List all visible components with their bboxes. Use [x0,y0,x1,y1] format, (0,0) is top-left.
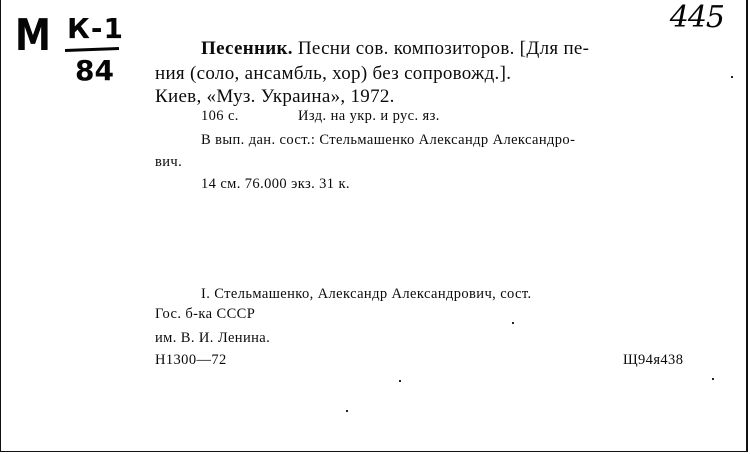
tracing-entry: I. Стельмашенко, Александр Александрович, сост. [201,286,532,302]
language-note: Изд. на укр. и рус. яз. [298,108,440,124]
imprint-line: Киев, «Муз. Украина», 1972. [155,86,395,107]
inventory-number: 445 [669,0,724,35]
title-line-2: ния (соло, ансамбль, хор) без сопровожд.]. [155,63,512,84]
library-name-line-1: Гос. б-ка СССР [155,306,256,322]
shelf-mark-rule [65,47,119,52]
scan-speck [731,76,733,78]
title-line-1-rest: Песни сов. композиторов. [Для пе- [297,38,590,59]
classification-code: Щ94я438 [623,352,684,368]
compiler-note-line-2: вич. [155,154,183,170]
title-heading: Песенник. [201,38,293,59]
library-name-line-2: им. В. И. Ленина. [155,330,271,346]
card-number: Н1300—72 [155,352,227,368]
shelf-mark-bottom: 84 [75,54,114,87]
shelf-mark-top: К-1 [67,12,124,45]
shelf-mark-letter: М [15,10,50,61]
physical-description: 14 см. 76.000 экз. 31 к. [201,176,350,192]
compiler-note-line-1: В вып. дан. сост.: Стельмашенко Александр Александро- [201,132,576,148]
scan-speck [346,410,348,412]
pages-note: 106 с. [201,108,239,124]
scan-speck [399,380,401,382]
scan-speck [712,378,714,380]
scan-speck [512,322,514,324]
title-line-1 [201,38,589,60]
